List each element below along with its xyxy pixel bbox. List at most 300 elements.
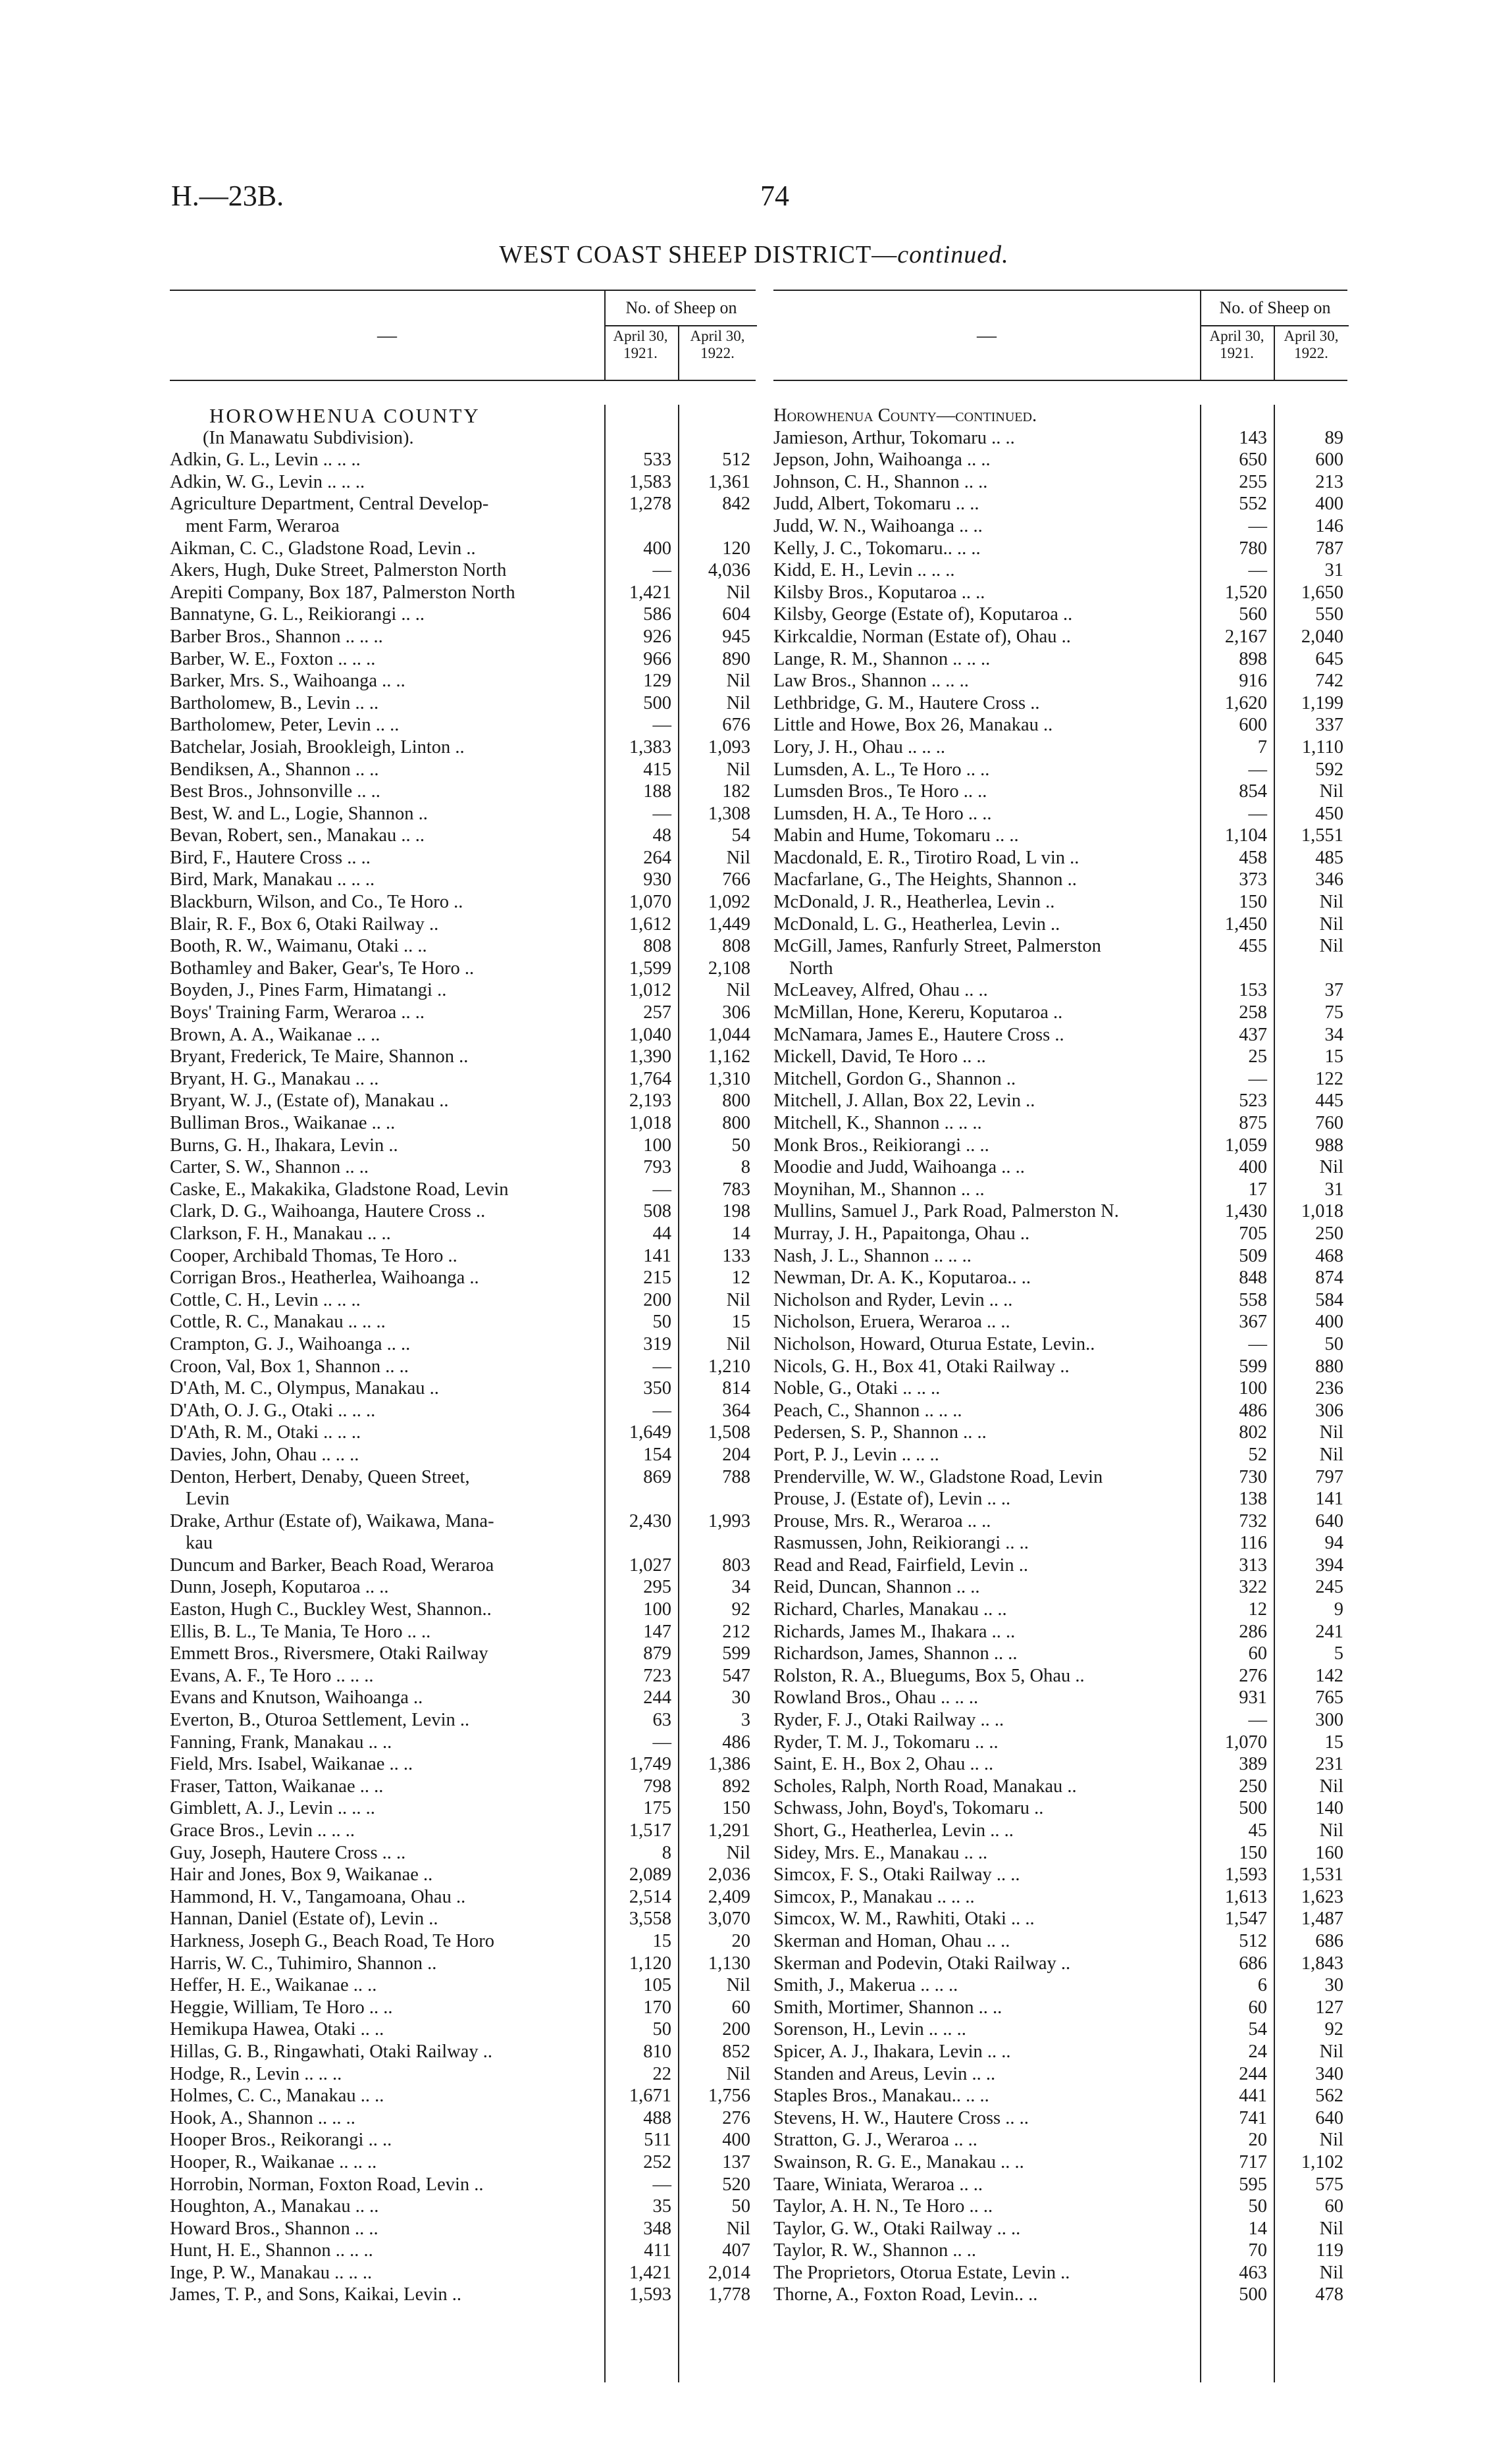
sheep-count-1922: 127 <box>1315 1997 1343 2018</box>
sheep-count-1922: Nil <box>1319 1422 1343 1443</box>
holder-name: Aikman, C. C., Gladstone Road, Levin .. <box>170 538 476 559</box>
sheep-count-1921: 930 <box>643 869 671 890</box>
col-1921-header: April 30, 1921. <box>613 328 668 361</box>
sheep-count-1921: 15 <box>652 1930 671 1951</box>
holder-name: Carter, S. W., Shannon .. .. <box>170 1157 369 1178</box>
sheep-count-1922: 12 <box>731 1268 750 1289</box>
sheep-count-1921: 348 <box>643 2218 671 2239</box>
holder-name: Taylor, G. W., Otaki Railway .. .. <box>773 2218 1021 2239</box>
sheep-count-1921: 252 <box>643 2151 671 2172</box>
holder-name: Jepson, John, Waihoanga .. .. <box>773 449 991 471</box>
sheep-count-1921: 1,764 <box>629 1068 671 1089</box>
holder-name: Emmett Bros., Riversmere, Otaki Railway <box>170 1643 488 1664</box>
sheep-count-1922: 119 <box>1316 2240 1343 2261</box>
sheep-count-1921: 60 <box>1248 1997 1267 2018</box>
sheep-count-1921: 175 <box>643 1798 671 1819</box>
sheep-count-1922: 890 <box>722 648 750 669</box>
sheep-count-1921: 1,593 <box>1224 1864 1267 1886</box>
sheep-count-1922: 141 <box>1315 1489 1343 1510</box>
sheep-count-1921: 143 <box>1239 427 1267 448</box>
holder-name: Macfarlane, G., The Heights, Shannon .. <box>773 869 1077 890</box>
holder-name: Rolston, R. A., Bluegums, Box 5, Ohau .. <box>773 1665 1085 1686</box>
sheep-count-1921: — <box>1248 1068 1267 1089</box>
sheep-count-1922: 34 <box>731 1577 750 1598</box>
col-1922-header: April 30, 1922. <box>1274 326 1347 380</box>
sheep-count-1921: 147 <box>643 1621 671 1642</box>
sheep-count-1921: 705 <box>1239 1223 1267 1244</box>
sheep-count-1921: 1,583 <box>629 471 671 492</box>
sheep-count-1922: 30 <box>1324 1975 1343 1996</box>
sheep-count-1921: 264 <box>643 847 671 868</box>
sheep-count-1921: 276 <box>1239 1665 1267 1686</box>
right-table-header <box>773 290 1347 381</box>
sheep-count-1922: Nil <box>726 671 750 692</box>
sheep-count-1922: 1,210 <box>708 1356 750 1377</box>
holder-name: Boys' Training Farm, Weraroa .. .. <box>170 1002 425 1023</box>
sheep-count-1922: 1,778 <box>708 2284 750 2305</box>
sheep-count-1922: 236 <box>1315 1378 1343 1399</box>
sheep-count-1921: — <box>652 1356 671 1377</box>
holder-name: Grace Bros., Levin .. .. .. <box>170 1820 355 1841</box>
sheep-count-1921: 129 <box>643 671 671 692</box>
holder-name: Nicols, G. H., Box 41, Otaki Railway .. <box>773 1356 1070 1377</box>
holder-name: Duncum and Barker, Beach Road, Weraroa <box>170 1554 494 1576</box>
sheep-count-1921: 500 <box>1239 1798 1267 1819</box>
sheep-count-1921: 730 <box>1239 1466 1267 1487</box>
sheep-count-1921: 717 <box>1239 2151 1267 2172</box>
sheep-count-1921: 2,089 <box>629 1864 671 1886</box>
holder-name: Prouse, Mrs. R., Weraroa .. .. <box>773 1510 991 1531</box>
sheep-count-1922: Nil <box>726 2218 750 2239</box>
holder-name: Caske, E., Makakika, Gladstone Road, Levin <box>170 1179 509 1200</box>
sheep-count-1922: 14 <box>731 1223 750 1244</box>
sheep-count-1922: 892 <box>722 1776 750 1797</box>
holder-name: Hooper, R., Waikanae .. .. .. <box>170 2151 377 2172</box>
sheep-count-1922: 50 <box>731 2196 750 2217</box>
holder-name: Richard, Charles, Manakau .. .. <box>773 1599 1007 1620</box>
sheep-count-1921: 8 <box>662 1842 671 1863</box>
sheep-count-1922: 137 <box>722 2151 750 2172</box>
sheep-count-1921: — <box>1248 1710 1267 1731</box>
holder-name: North <box>789 958 833 979</box>
holder-name: Hammond, H. V., Tangamoana, Ohau .. <box>170 1886 466 1907</box>
holder-name: Stevens, H. W., Hautere Cross .. .. <box>773 2107 1029 2128</box>
sheep-count-1922: 182 <box>722 781 750 802</box>
holder-name: Batchelar, Josiah, Brookleigh, Linton .. <box>170 736 465 757</box>
sheep-count-1921: 508 <box>643 1201 671 1222</box>
sheep-count-1922: 2,108 <box>708 958 750 979</box>
sheep-count-1921: 869 <box>643 1466 671 1487</box>
sheep-count-1922: Nil <box>1319 892 1343 913</box>
holder-name: Nicholson, Howard, Oturua Estate, Levin.. <box>773 1333 1095 1354</box>
sheep-count-1921: 650 <box>1239 449 1267 471</box>
holder-name: Bannatyne, G. L., Reikiorangi .. .. <box>170 604 425 625</box>
holder-name: Drake, Arthur (Estate of), Waikawa, Mana- <box>170 1510 494 1531</box>
sheep-count-1922: 340 <box>1315 2063 1343 2084</box>
sheep-count-1921: 150 <box>1239 892 1267 913</box>
holder-name: Nicholson, Eruera, Weraroa .. .. <box>773 1312 1010 1333</box>
sheep-count-1921: 552 <box>1239 494 1267 515</box>
sheep-count-1922: 300 <box>1315 1710 1343 1731</box>
holder-name: Rowland Bros., Ohau .. .. .. <box>773 1687 979 1708</box>
sheep-count-1922: 1,508 <box>708 1422 750 1443</box>
sheep-count-1921: 1,620 <box>1224 692 1267 713</box>
sheep-count-1922: 407 <box>722 2240 750 2261</box>
holder-name: Law Bros., Shannon .. .. .. <box>773 671 969 692</box>
holder-name: Richardson, James, Shannon .. .. <box>773 1643 1018 1664</box>
holder-name: D'Ath, R. M., Otaki .. .. .. <box>170 1422 361 1443</box>
sheep-count-1921: 48 <box>652 825 671 846</box>
sheep-count-1921: 244 <box>1239 2063 1267 2084</box>
sheep-count-1921: 141 <box>643 1245 671 1266</box>
holder-name: Kelly, J. C., Tokomaru.. .. .. <box>773 538 981 559</box>
sheep-count-1921: 875 <box>1239 1113 1267 1133</box>
sheep-count-1922: Nil <box>1319 936 1343 957</box>
holder-name: Hillas, G. B., Ringawhati, Otaki Railway .. <box>170 2041 492 2062</box>
sheep-count-1922: 250 <box>1315 1223 1343 1244</box>
sheep-count-1922: 245 <box>1315 1577 1343 1598</box>
sheep-count-1922: 1,449 <box>708 913 750 935</box>
sheep-count-1922: 945 <box>722 626 750 647</box>
sheep-count-1922: Nil <box>726 759 750 780</box>
sheep-count-1922: 8 <box>741 1157 750 1178</box>
holder-name: Judd, W. N., Waihoanga .. .. <box>773 515 983 536</box>
holder-name: Denton, Herbert, Denaby, Queen Street, <box>170 1466 470 1487</box>
holder-name: Stratton, G. J., Weraroa .. .. <box>773 2130 977 2151</box>
sheep-count-1921: 322 <box>1239 1577 1267 1598</box>
sheep-count-1922: 54 <box>731 825 750 846</box>
sheep-count-1922: Nil <box>726 847 750 868</box>
holder-name: McGill, James, Ranfurly Street, Palmerston <box>773 936 1101 957</box>
sheep-count-1922: 1,531 <box>1301 1864 1343 1886</box>
sheep-count-1922: 160 <box>1315 1842 1343 1863</box>
holder-name: Mullins, Samuel J., Park Road, Palmerston N. <box>773 1201 1119 1222</box>
sheep-count-1921: 3,558 <box>629 1909 671 1930</box>
sheep-count-1921: 1,012 <box>629 980 671 1001</box>
sheep-count-1921: 25 <box>1248 1046 1267 1067</box>
holder-name: Holmes, C. C., Manakau .. .. <box>170 2086 384 2107</box>
sheep-count-1922: 3 <box>741 1710 750 1731</box>
sheep-count-1921: 500 <box>1239 2284 1267 2305</box>
sheep-count-1922: Nil <box>726 1842 750 1863</box>
sheep-count-1921: 898 <box>1239 648 1267 669</box>
sheep-count-1921: 215 <box>643 1268 671 1289</box>
sheep-count-1922: 1,623 <box>1301 1886 1343 1907</box>
holder-name: Ellis, B. L., Te Mania, Te Horo .. .. <box>170 1621 431 1642</box>
holder-name: Horowhenua County—continued. <box>773 405 1037 426</box>
sheep-count-1922: 592 <box>1315 759 1343 780</box>
sheep-count-1921: — <box>1248 759 1267 780</box>
sheep-count-1922: 640 <box>1315 2107 1343 2128</box>
sheep-count-1922: Nil <box>1319 2262 1343 2283</box>
sheep-count-1921: 50 <box>1248 2196 1267 2217</box>
sheep-count-1921: 100 <box>643 1135 671 1156</box>
sheep-count-1922: 198 <box>722 1201 750 1222</box>
sheep-count-1922: 60 <box>1324 2196 1343 2217</box>
holder-name: Hodge, R., Levin .. .. .. <box>170 2063 342 2084</box>
holder-name: Lange, R. M., Shannon .. .. .. <box>773 648 991 669</box>
sheep-count-1922: Nil <box>1319 1776 1343 1797</box>
holder-name: Short, G., Heatherlea, Levin .. .. <box>773 1820 1014 1841</box>
sheep-count-1921: 52 <box>1248 1444 1267 1465</box>
sheep-count-1921: 1,390 <box>629 1046 671 1067</box>
sheep-count-1921: 509 <box>1239 1245 1267 1266</box>
sheep-count-1922: 783 <box>722 1179 750 1200</box>
sheep-count-1921: 810 <box>643 2041 671 2062</box>
sheep-count-1922: 1,291 <box>708 1820 750 1841</box>
sheep-count-1922: 520 <box>722 2174 750 2195</box>
sheep-count-1921: 798 <box>643 1776 671 1797</box>
sheep-count-1921: 295 <box>643 1577 671 1598</box>
sheep-count-1922: Nil <box>726 980 750 1001</box>
sheep-count-1921: 116 <box>1239 1533 1267 1554</box>
holder-name: Barker, Mrs. S., Waihoanga .. .. <box>170 671 405 692</box>
sheep-count-1922: 306 <box>1315 1400 1343 1421</box>
sheep-count-1922: 50 <box>1324 1333 1343 1354</box>
sheep-count-1922: 874 <box>1315 1268 1343 1289</box>
holder-name: Spicer, A. J., Ihakara, Levin .. .. <box>773 2041 1011 2062</box>
sheep-count-1921: 533 <box>643 449 671 471</box>
holder-name: kau <box>186 1533 213 1554</box>
holder-name: Mabin and Hume, Tokomaru .. .. <box>773 825 1019 846</box>
holder-name: Blair, R. F., Box 6, Otaki Railway .. <box>170 913 439 935</box>
sheep-count-1922: 142 <box>1315 1665 1343 1686</box>
sheep-count-1922: 445 <box>1315 1091 1343 1112</box>
holder-name: Nash, J. L., Shannon .. .. .. <box>773 1245 972 1266</box>
sheep-count-1922: 1,308 <box>708 803 750 824</box>
sheep-count-1922: 4,036 <box>708 560 750 581</box>
sheep-count-1921: 1,517 <box>629 1820 671 1841</box>
holder-name: D'Ath, M. C., Olympus, Manakau .. <box>170 1378 439 1399</box>
holder-name: Adkin, G. L., Levin .. .. .. <box>170 449 361 471</box>
sheep-count-1921: 60 <box>1248 1643 1267 1664</box>
sheep-count-1922: 1,843 <box>1301 1953 1343 1974</box>
holder-name: Moodie and Judd, Waihoanga .. .. <box>773 1157 1025 1178</box>
sheep-count-1921: 500 <box>643 692 671 713</box>
sheep-count-1921: — <box>652 803 671 824</box>
sheep-count-1921: 1,383 <box>629 736 671 757</box>
holder-name: Bird, F., Hautere Cross .. .. <box>170 847 371 868</box>
sheep-count-1922: 880 <box>1315 1356 1343 1377</box>
holder-name: Bevan, Robert, sen., Manakau .. .. <box>170 825 425 846</box>
holder-name: Bryant, H. G., Manakau .. .. <box>170 1068 379 1089</box>
sheep-count-1921: 600 <box>1239 715 1267 736</box>
page-reference: H.—23B. <box>171 180 284 212</box>
sheep-count-1921: 1,070 <box>1224 1732 1267 1753</box>
sheep-count-1921: — <box>1248 515 1267 536</box>
sheep-count-1921: 7 <box>1257 736 1267 757</box>
holder-name: Pedersen, S. P., Shannon .. .. <box>773 1422 987 1443</box>
sheep-count-1922: 20 <box>731 1930 750 1951</box>
sheep-count-1921: 441 <box>1239 2086 1267 2107</box>
col-1922-header: April 30, 1922. <box>678 326 756 380</box>
sheep-count-1921: — <box>652 1732 671 1753</box>
sheep-count-1921: 14 <box>1248 2218 1267 2239</box>
sheep-count-1922: 31 <box>1324 560 1343 581</box>
sheep-count-1921: 100 <box>643 1599 671 1620</box>
sheep-count-1922: 1,092 <box>708 892 750 913</box>
sheep-count-1922: Nil <box>726 1333 750 1354</box>
sheep-count-1922: 3,070 <box>708 1909 750 1930</box>
sheep-count-1922: 512 <box>722 449 750 471</box>
sheep-count-1921: 2,193 <box>629 1091 671 1112</box>
sheep-count-1921: 793 <box>643 1157 671 1178</box>
sheep-count-1922: 89 <box>1324 427 1343 448</box>
holder-name: Macdonald, E. R., Tirotiro Road, L vin .. <box>773 847 1079 868</box>
sheep-count-1922: 5 <box>1334 1643 1343 1664</box>
sheep-count-1921: 1,421 <box>629 582 671 603</box>
sheep-count-1922: 60 <box>731 1997 750 2018</box>
holder-name: Peach, C., Shannon .. .. .. <box>773 1400 962 1421</box>
sheep-count-1922: 1,487 <box>1301 1909 1343 1930</box>
holder-name: McNamara, James E., Hautere Cross .. <box>773 1024 1064 1045</box>
holder-name: James, T. P., and Sons, Kaikai, Levin .. <box>170 2284 462 2305</box>
sheep-count-1921: 458 <box>1239 847 1267 868</box>
sheep-count-1921: 808 <box>643 936 671 957</box>
sheep-count-1921: 138 <box>1239 1489 1267 1510</box>
holder-name: Little and Howe, Box 26, Manakau .. <box>773 715 1053 736</box>
holder-name: Mitchell, Gordon G., Shannon .. <box>773 1068 1016 1089</box>
sheep-count-1922: 814 <box>722 1378 750 1399</box>
holder-name: Thorne, A., Foxton Road, Levin.. .. <box>773 2284 1038 2305</box>
holder-name: Simcox, W. M., Rawhiti, Otaki .. .. <box>773 1909 1035 1930</box>
holder-name: Dunn, Joseph, Koputaroa .. .. <box>170 1577 389 1598</box>
sheep-count-1921: 244 <box>643 1687 671 1708</box>
sheep-count-1922: Nil <box>1319 781 1343 802</box>
sheep-count-1922: 800 <box>722 1091 750 1112</box>
sheep-count-1922: 686 <box>1315 1930 1343 1951</box>
sheep-count-1922: 75 <box>1324 1002 1343 1023</box>
sheep-count-1921: 6 <box>1257 1975 1267 1996</box>
sheep-count-1921: 741 <box>1239 2107 1267 2128</box>
sheep-count-1921: 1,059 <box>1224 1135 1267 1156</box>
holder-name: Inge, P. W., Manakau .. .. .. <box>170 2262 373 2283</box>
holder-name: Howard Bros., Shannon .. .. <box>170 2218 378 2239</box>
sheep-count-1921: — <box>652 1400 671 1421</box>
sheep-count-1921: 1,027 <box>629 1554 671 1576</box>
holder-name: Richards, James M., Ihakara .. .. <box>773 1621 1016 1642</box>
sheep-count-1922: 800 <box>722 1113 750 1133</box>
holder-name: Harris, W. C., Tuhimiro, Shannon .. <box>170 1953 437 1974</box>
holder-name: Smith, J., Makerua .. .. .. <box>773 1975 958 1996</box>
holder-name: Moynihan, M., Shannon .. .. <box>773 1179 985 1200</box>
sheep-count-1921: 723 <box>643 1665 671 1686</box>
holder-name: Hannan, Daniel (Estate of), Levin .. <box>170 1909 438 1930</box>
holder-name: Sorenson, H., Levin .. .. .. <box>773 2019 966 2040</box>
holder-name: ment Farm, Weraroa <box>186 515 340 536</box>
sheep-count-1921: 486 <box>1239 1400 1267 1421</box>
name-column-header: — <box>377 324 397 346</box>
sheep-count-1921: 188 <box>643 781 671 802</box>
sheep-count-1921: 17 <box>1248 1179 1267 1200</box>
sheep-count-1922: 1,551 <box>1301 825 1343 846</box>
holder-name: Staples Bros., Manakau.. .. .. <box>773 2086 989 2107</box>
sheep-count-1922: 94 <box>1324 1533 1343 1554</box>
holder-name: Monk Bros., Reikiorangi .. .. <box>773 1135 989 1156</box>
holder-name: Murray, J. H., Papaitonga, Ohau .. <box>773 1223 1030 1244</box>
holder-name: Agriculture Department, Central Develop- <box>170 494 489 515</box>
sheep-count-1921: 2,430 <box>629 1510 671 1531</box>
holder-name: Judd, Albert, Tokomaru .. .. <box>773 494 979 515</box>
left-table-header <box>170 290 756 381</box>
sheep-count-1921: 966 <box>643 648 671 669</box>
sheep-count-1922: 400 <box>1315 494 1343 515</box>
holder-name: Brown, A. A., Waikanae .. .. <box>170 1024 380 1045</box>
sheep-count-1921: 45 <box>1248 1820 1267 1841</box>
sheep-count-1921: 1,430 <box>1224 1201 1267 1222</box>
sheep-count-1922: 468 <box>1315 1245 1343 1266</box>
holder-name: Schwass, John, Boyd's, Tokomaru .. <box>773 1798 1044 1819</box>
holder-name: Noble, G., Otaki .. .. .. <box>773 1378 941 1399</box>
sheep-count-1921: 1,104 <box>1224 825 1267 846</box>
sheep-count-1921: 1,749 <box>629 1754 671 1775</box>
holder-name: Simcox, F. S., Otaki Railway .. .. <box>773 1864 1020 1886</box>
sheep-count-1922: 146 <box>1315 515 1343 536</box>
holder-name: Sidey, Mrs. E., Manakau .. .. <box>773 1842 988 1863</box>
sheep-count-1922: 852 <box>722 2041 750 2062</box>
sheep-count-1921: 511 <box>644 2130 671 2151</box>
holder-name: Simcox, P., Manakau .. .. .. <box>773 1886 975 1907</box>
sheep-count-1922: 150 <box>722 1798 750 1819</box>
holder-name: Bartholomew, B., Levin .. .. <box>170 692 379 713</box>
sheep-count-1921: 50 <box>652 2019 671 2040</box>
sheep-count-1922: 808 <box>722 936 750 957</box>
sheep-count-1921: 780 <box>1239 538 1267 559</box>
page-title-suffix: continued. <box>897 241 1009 269</box>
sheep-count-1922: 50 <box>731 1135 750 1156</box>
sheep-count-1922: 200 <box>722 2019 750 2040</box>
holder-name: Crampton, G. J., Waihoanga .. .. <box>170 1333 411 1354</box>
sheep-count-1921: 1,593 <box>629 2284 671 2305</box>
holder-name: Heffer, H. E., Waikanae .. .. <box>170 1975 377 1996</box>
holder-name: Reid, Duncan, Shannon .. .. <box>773 1577 980 1598</box>
sheep-count-1922: 400 <box>1315 1312 1343 1333</box>
sheep-count-1922: 2,014 <box>708 2262 750 2283</box>
sheep-count-1922: 394 <box>1315 1554 1343 1576</box>
holder-name: Mickell, David, Te Horo .. .. <box>773 1046 986 1067</box>
sheep-count-1921: 400 <box>643 538 671 559</box>
sheep-count-1921: 63 <box>652 1710 671 1731</box>
sheep-count-1922: 364 <box>722 1400 750 1421</box>
holder-name: Port, P. J., Levin .. .. .. <box>773 1444 939 1465</box>
sheep-count-1922: 645 <box>1315 648 1343 669</box>
sheep-count-1921: 1,649 <box>629 1422 671 1443</box>
holder-name: Lumsden, A. L., Te Horo .. .. <box>773 759 990 780</box>
holder-name: Adkin, W. G., Levin .. .. .. <box>170 471 365 492</box>
page-title: WEST COAST SHEEP DISTRICT—continued. <box>499 241 1009 269</box>
sheep-count-1921: 1,547 <box>1224 1909 1267 1930</box>
sheep-count-1922: 788 <box>722 1466 750 1487</box>
sheep-count-1922: 276 <box>722 2107 750 2128</box>
sheep-count-1922: 584 <box>1315 1289 1343 1310</box>
sheep-count-1921: 931 <box>1239 1687 1267 1708</box>
holder-name: McDonald, L. G., Heatherlea, Levin .. <box>773 913 1060 935</box>
holder-name: Mitchell, K., Shannon .. .. .. <box>773 1113 982 1133</box>
sheep-count-1922: 562 <box>1315 2086 1343 2107</box>
sheep-count-1921: 350 <box>643 1378 671 1399</box>
sheep-count-1922: 1,162 <box>708 1046 750 1067</box>
holder-name: Best Bros., Johnsonville .. .. <box>170 781 380 802</box>
sheep-count-1921: 105 <box>643 1975 671 1996</box>
sheep-count-1921: 313 <box>1239 1554 1267 1576</box>
sheep-count-1921: 2,514 <box>629 1886 671 1907</box>
holder-name: Bryant, W. J., (Estate of), Manakau .. <box>170 1091 449 1112</box>
holder-name: Read and Read, Fairfield, Levin .. <box>773 1554 1029 1576</box>
holder-name: D'Ath, O. J. G., Otaki .. .. .. <box>170 1400 376 1421</box>
holder-name: (In Manawatu Subdivision). <box>203 427 414 448</box>
sheep-count-1922: 1,110 <box>1301 736 1343 757</box>
sheep-count-1922: 599 <box>722 1643 750 1664</box>
